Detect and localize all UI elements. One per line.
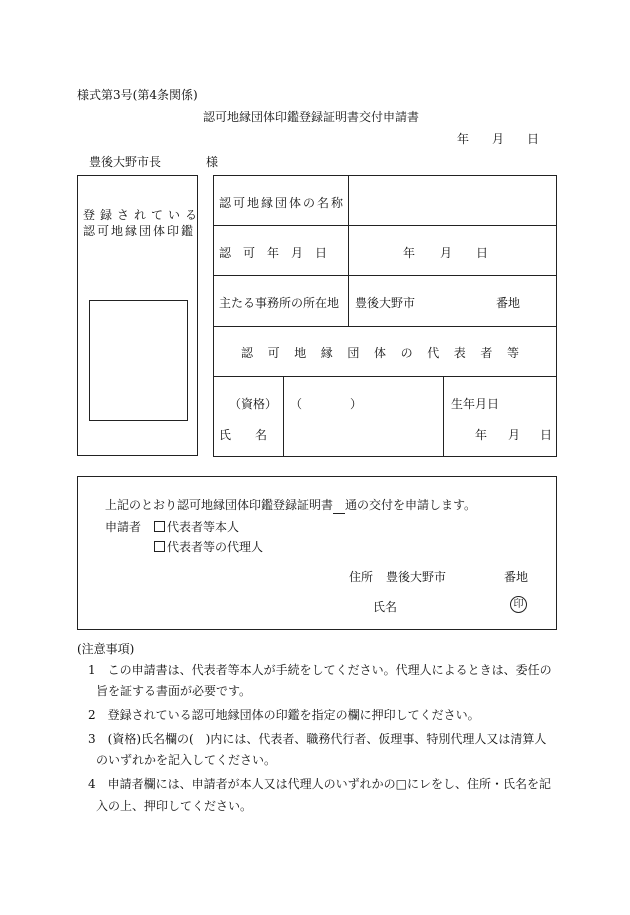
birth-date-label: 生年月日 xyxy=(451,397,500,411)
birth-day: 日 xyxy=(540,428,553,442)
applicant-address-city: 豊後大野市 xyxy=(386,570,447,584)
seal-stamp-area[interactable] xyxy=(89,300,188,421)
note-line: 4 申請者欄には、申請者が本人又は代理人のいずれかの□にレをし、住所・氏名を記 xyxy=(88,777,551,791)
applicant-name-label: 氏名 xyxy=(373,600,398,614)
office-address-label: 主たる事務所の所在地 xyxy=(219,296,340,310)
group-name-field[interactable] xyxy=(350,177,554,223)
rep-name-label: 氏 名 xyxy=(219,428,268,442)
note-line: 2 登録されている認可地縁団体の印鑑を指定の欄に押印してください。 xyxy=(88,708,480,722)
qualification-label: （資格） xyxy=(229,397,278,411)
date-day: 日 xyxy=(527,132,540,146)
note-line: 入の上、押印してください。 xyxy=(96,799,253,813)
note-line: のいずれかを記入してください。 xyxy=(96,753,277,767)
approval-month: 月 xyxy=(440,246,453,260)
approval-date-label: 認 可 年 月 日 xyxy=(219,246,328,260)
option-self-label: 代表者等本人 xyxy=(167,520,240,534)
office-banchi: 番地 xyxy=(496,296,521,310)
paren-open: （ xyxy=(290,397,303,411)
representative-header: 認可地縁団体の代表者等 xyxy=(241,346,534,360)
note-line: 1 この申請書は、代表者等本人が手続をしてください。代理人によるときは、委任の xyxy=(88,663,552,677)
option-proxy[interactable] xyxy=(154,538,263,555)
office-city: 豊後大野市 xyxy=(355,296,416,310)
note-line: 旨を証する書面が必要です。 xyxy=(96,684,252,698)
option-self[interactable] xyxy=(154,518,239,535)
addressee-suffix: 様 xyxy=(206,155,219,169)
addressee: 豊後大野市長 xyxy=(89,155,162,169)
application-statement xyxy=(105,496,476,514)
applicant-address-banchi: 番地 xyxy=(504,570,529,584)
applicant-address-label: 住所 xyxy=(349,570,374,584)
date-month: 月 xyxy=(492,132,505,146)
statement-prefix: 上記のとおり認可地縁団体印鑑登録証明書 xyxy=(105,498,334,512)
birth-year: 年 xyxy=(475,428,488,442)
note-line: 3 (資格)氏名欄の( )内には、代表者、職務代行者、仮理事、特別代理人又は清算人 xyxy=(88,732,547,746)
paren-close: ） xyxy=(350,397,363,411)
group-name-label: 認可地縁団体の名称 xyxy=(219,196,346,210)
proxy-checkbox[interactable] xyxy=(154,541,165,552)
statement-suffix: 通の交付を申請します。 xyxy=(345,498,477,512)
seal-box-label-line2: 認可地縁団体印鑑 xyxy=(83,224,196,238)
seal-box-label-line1: 登録されている xyxy=(83,208,203,222)
approval-day: 日 xyxy=(476,246,489,260)
form-number: 様式第3号(第4条関係) xyxy=(77,88,198,102)
birth-month: 月 xyxy=(508,428,521,442)
applicant-label: 申請者 xyxy=(105,520,142,534)
rep-name-field[interactable] xyxy=(286,378,442,454)
self-checkbox[interactable] xyxy=(154,521,165,532)
option-proxy-label: 代表者等の代理人 xyxy=(167,540,264,554)
copies-field[interactable] xyxy=(333,496,345,514)
form-title: 認可地縁団体印鑑登録証明書交付申請書 xyxy=(203,110,420,124)
seal-mark-icon: 印 xyxy=(510,596,527,613)
approval-year: 年 xyxy=(403,246,416,260)
date-year: 年 xyxy=(457,132,470,146)
notes-heading: (注意事項) xyxy=(77,642,135,656)
